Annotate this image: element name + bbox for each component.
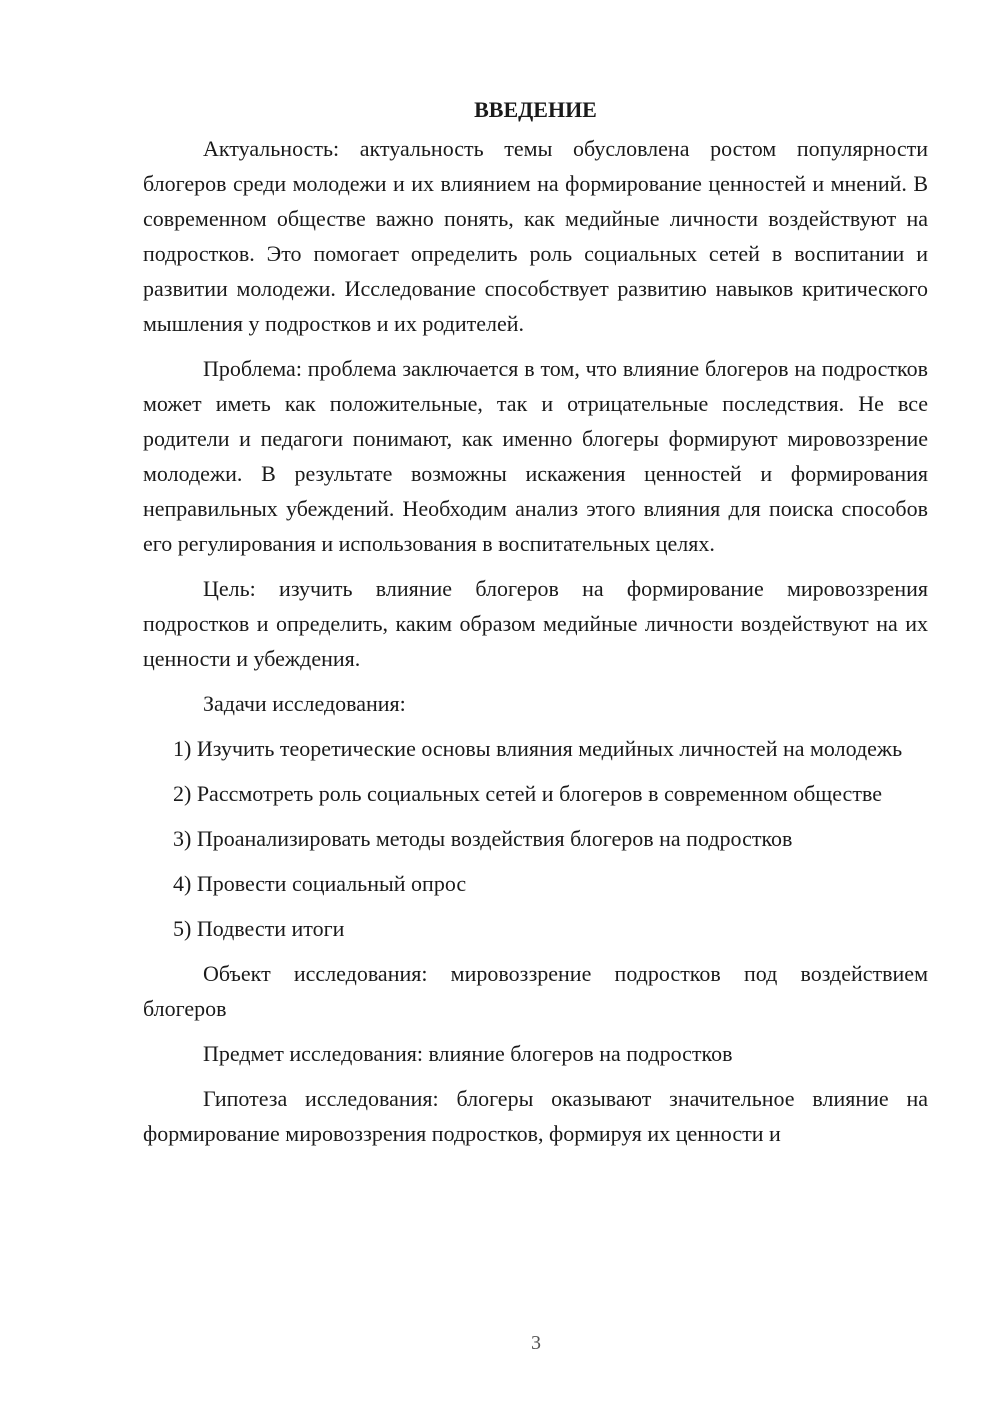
task-item-5: 5) Подвести итоги: [173, 916, 345, 941]
task-item-3: 3) Проанализировать методы воздействия блогеров на подростков: [173, 826, 793, 851]
paragraph-relevance: Актуальность: актуальность темы обусловлена ростом популярности блогеров среди молодежи и их влиянием на формирование ценностей и мнений. В современном обществе важно понять, как медийные личности воздействуют на подростков. Это помогает определить роль социальных сетей в воспитании и развитии молодежи. Исследование способствует развитию навыков критического мышления у подростков и их родителей.: [143, 136, 928, 336]
page-content: [143, 92, 928, 1161]
paragraph-problem: Проблема: проблема заключается в том, что влияние блогеров на подростков может иметь как положительные, так и отрицательные последствия. Не все родители и педагоги понимают, как именно блогеры формируют мировоззрение молодежи. В результате возможны искажения ценностей и формирования неправильных убеждений. Необходим анализ этого влияния для поиска способов его регулирования и использования в воспитательных целях.: [143, 356, 928, 556]
paragraph-hypothesis: Гипотеза исследования: блогеры оказывают значительное влияние на формирование мировоззрения подростков, формируя их ценности и: [143, 1086, 928, 1146]
paragraph-tasks-title: Задачи исследования:: [203, 691, 406, 716]
paragraph-subject: Предмет исследования: влияние блогеров на подростков: [203, 1041, 733, 1066]
page-number: 3: [531, 1332, 541, 1354]
paragraph-object: Объект исследования: мировоззрение подростков под воздействием блогеров: [143, 961, 928, 1021]
task-item-1: 1) Изучить теоретические основы влияния медийных личностей на молодежь: [173, 736, 903, 761]
task-item-2: 2) Рассмотреть роль социальных сетей и блогеров в современном обществе: [173, 781, 882, 806]
section-heading: ВВЕДЕНИЕ: [474, 97, 597, 122]
paragraph-goal: Цель: изучить влияние блогеров на формирование мировоззрения подростков и определить, каким образом медийные личности воздействуют на их ценности и убеждения.: [143, 576, 928, 671]
task-item-4: 4) Провести социальный опрос: [173, 871, 467, 896]
